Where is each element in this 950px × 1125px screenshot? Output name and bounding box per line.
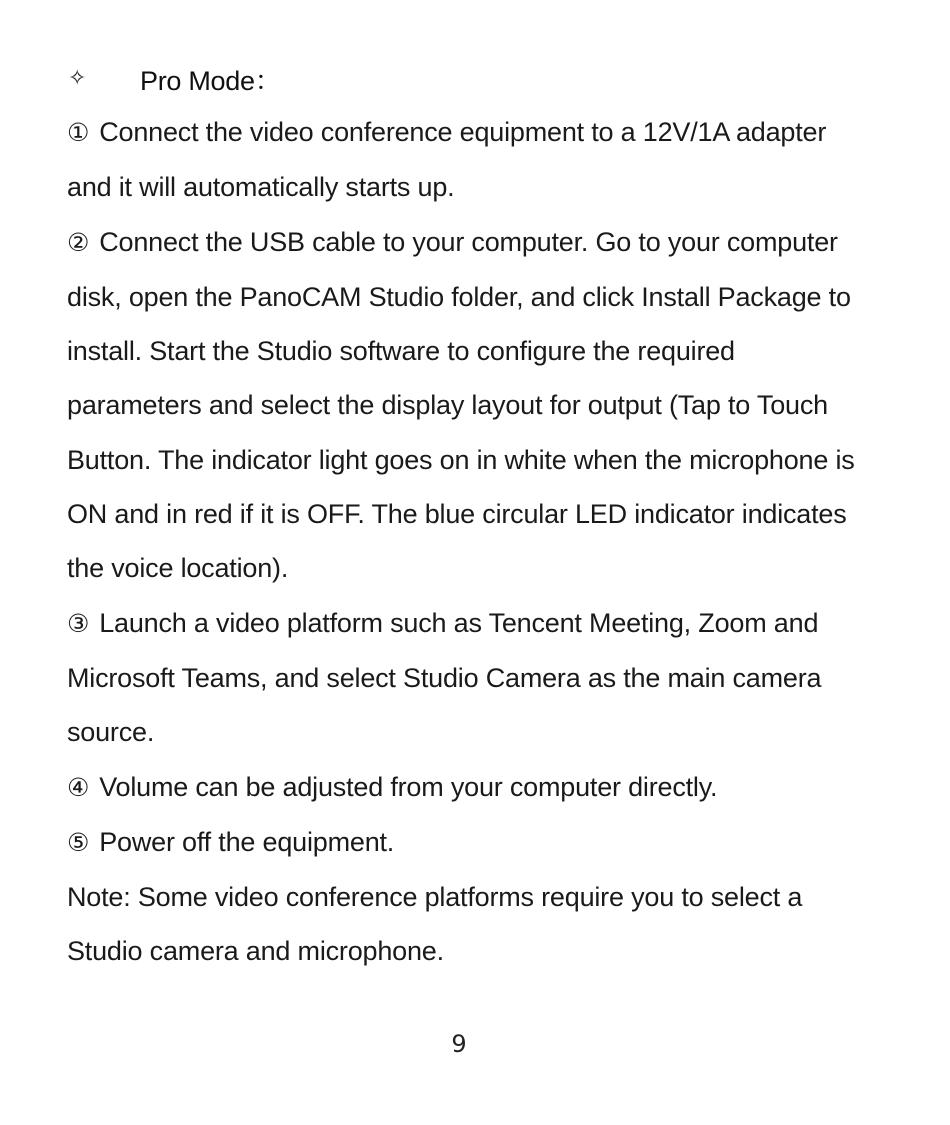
instructions-body — [67, 105, 867, 979]
step-text: Connect the video conference equipment to a 12V/1A adapter and it will automatically starts up. — [67, 117, 827, 203]
step-text: Volume can be adjusted from your computer directly. — [99, 771, 718, 802]
section-heading — [68, 58, 281, 98]
step-4 — [67, 760, 867, 815]
step-5 — [67, 815, 867, 870]
page-number: 9 — [451, 1030, 467, 1058]
step-2 — [67, 215, 867, 596]
section-title: Pro Mode： — [140, 65, 282, 96]
step-number: ① — [67, 118, 90, 147]
step-number: ② — [67, 227, 90, 257]
step-text: Power off the equipment. — [99, 826, 395, 857]
sparkle-bullet-icon: ✧ — [68, 65, 87, 90]
step-text: Connect the USB cable to your computer. Go to your computer disk, open the PanoCAM Studio folder, and click Install Package to install. Start the Studio software to configure the required parameters and select the display layout for output (Tap to Touch Button. The indicator light goes on in white when the microphone is ON and in red if it is OFF. The blue circular LED indicator indicates the voice location). — [67, 226, 855, 584]
step-number: ④ — [67, 772, 90, 802]
step-1 — [67, 105, 867, 215]
step-number: ③ — [67, 608, 90, 638]
note-text: Note: Some video conference platforms require you to select a Studio camera and microphone. — [67, 882, 803, 967]
step-number: ⑤ — [67, 827, 90, 857]
step-3 — [67, 596, 867, 760]
step-text: Launch a video platform such as Tencent Meeting, Zoom and Microsoft Teams, and select Studio Camera as the main camera source. — [67, 607, 822, 748]
